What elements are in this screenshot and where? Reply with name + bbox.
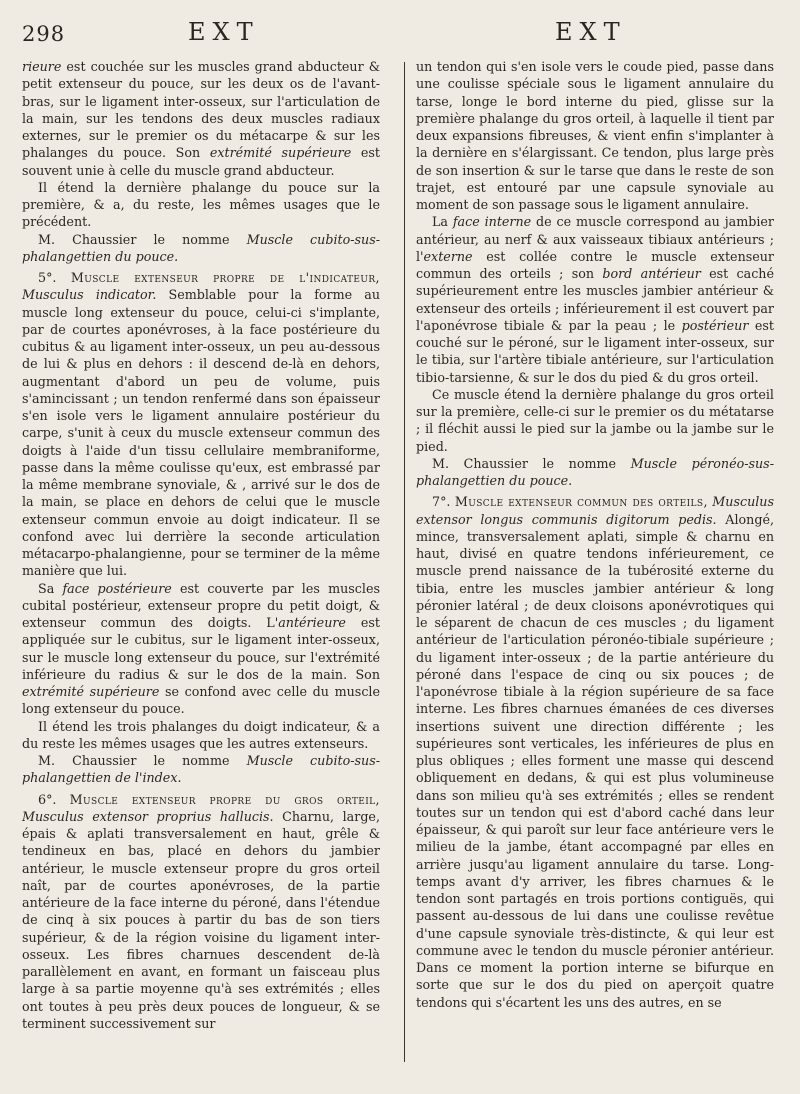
paragraph: La face interne de ce muscle correspond au jambier antérieur, au nerf & aux vaisseaux tibiaux antérieurs ; l'externe est collée contre le muscle extenseur commun des orteils ; son bord antérieur est caché supérieurement entre les muscles jambier antérieur & extenseur des orteils ; inférieurement il est couvert par l'aponévrose tibiale & par la peau ; le postérieur est couché sur le péroné, sur le ligament inter-osseux, sur le tibia, sur l'artère tibiale antérieure, sur l'articulation tibio-tarsienne, & sur le dos du pied & du gros orteil. bbox=[416, 214, 774, 385]
paragraph: Ce muscle étend la dernière phalange du gros orteil sur la première, celle-ci sur le premier os du métatarse ; il fléchit aussi le pied sur la jambe ou la jambe sur le pied. bbox=[416, 386, 774, 454]
right-column bbox=[416, 58, 774, 1011]
page-header bbox=[0, 14, 800, 54]
section-extensor-indicis: 5°. Muscle extenseur propre de l'indicateur, Musculus indicator. Semblable pour la forme au muscle long extenseur du pouce, celui-ci s'implante, par de courtes aponévroses, à la face postérieure du cubitus & au ligament inter-osseux, un peu au-dessous de lui & plus en dehors : il descend de-là en dehors, augmentant d'abord un peu de volume, puis s'amincissant ; un tendon renfermé dans son épaisseur s'en isole vers le ligament annulaire postérieur du carpe, s'unit à ceux du muscle extenseur commun des doigts à l'aide d'un tissu cellulaire membraniforme, passe dans la même coulisse qu'eux, est embrassé par la même membrane synoviale, & , arrivé sur le dos de la main, se place en dehors de celui que le muscle extenseur commun envoie au doigt indicateur. Il se confond avec lui derrière la seconde articulation métacarpo-phalangienne, pour se terminer de la même manière que lui. bbox=[22, 270, 381, 579]
running-head-right: EXT bbox=[555, 18, 627, 46]
paragraph: M. Chaussier le nomme Muscle péronéo-sus-phalangettien du pouce. bbox=[416, 455, 774, 488]
paragraph: Il étend la dernière phalange du pouce sur la première, & a, du reste, les mêmes usages que le précédent. bbox=[22, 179, 380, 230]
section-heading: Muscle extenseur propre de l'indicateur, bbox=[70, 270, 380, 285]
section-extensor-hallucis: 6°. Muscle extenseur propre du gros orteil, Musculus extensor proprius hallucis. Charnu, large, épais & aplati transversalement en haut, grêle & tendineux en bas, placé en dehors du jambier antérieur, le muscle extenseur propre du gros orteil naît, par de courtes aponévroses, de la partie antérieure de la face interne du péroné, dans l'étendue de cinq à six pouces à partir du bas de son tiers supérieur, & de la région voisine du ligament inter-osseux. Les fibres charnues descendent de-là parallèlement en avant, en formant un faisceau plus large à sa partie moyenne qu'à ses extrémités ; elles ont toutes à peu près deux pouces de longueur, & se terminent successivement sur bbox=[22, 791, 380, 1031]
left-column bbox=[22, 58, 380, 1032]
paragraph: un tendon qui s'en isole vers le coude pied, passe dans une coulisse spéciale sous le ligament annulaire du tarse, longe le bord interne du pied, glisse sur la première phalange du gros orteil, à laquelle il tient par deux expansions fibreuses, & vient enfin s'implanter à la dernière en s'élargissant. Ce tendon, plus large près de son insertion & sur le tarse que dans le reste de son trajet, est entouré par une capsule synoviale au moment de son passage sous le ligament annulaire. bbox=[416, 59, 774, 212]
section-extensor-digitorum: 7°. Muscle extenseur commun des orteils, Musculus extensor longus communis digitorum pedis. Alongé, mince, transversalement aplati, simple & charnu en haut, divisé en quatre tendons inférieurement, ce muscle prend naissance de la tubérosité externe du tibia, entre les muscles jambier antérieur & long péronier latéral ; de deux cloisons aponévrotiques qui le séparent de chacun de ces muscles ; du ligament antérieur de l'articulation péronéo-tibiale supérieure ; du ligament inter-osseux ; de la partie antérieure du péroné dans l'espace de cinq ou six pouces ; de l'aponévrose tibiale à la région supérieure de sa face interne. Les fibres charnues émanées de ces diverses insertions suivent une direction différente ; les supérieures sont verticales, les inférieures de plus en plus obliques ; elles forment une masse qui descend obliquement en dedans, & qui est plus volumineuse dans son milieu qu'à ses extrémités ; elles se rendent toutes sur un tendon qui est d'abord caché dans leur épaisseur, & qui paroît sur leur face antérieure vers le milieu de la jambe, étant accompagné par elles en arrière jusqu'au ligament annulaire du tarse. Long-temps avant d'y arriver, les fibres charnues & le tendon sont partagés en trois portions contiguës, qui passent au-dessous de lui dans une coulisse revêtue d'une capsule synoviale très-distincte, & qui leur est commune avec le tendon du muscle péronier antérieur. Dans ce moment la portion interne se bifurque en sorte que sur le dos du pied on aperçoit quatre tendons qui s'écartent les uns des autres, en se bbox=[416, 494, 774, 1010]
paragraph: Il étend les trois phalanges du doigt indicateur, & a du reste les mêmes usages que les autres extenseurs. bbox=[22, 718, 380, 751]
section-heading: Muscle extenseur propre du gros orteil, bbox=[69, 791, 380, 807]
paragraph: rieure est couchée sur les muscles grand abducteur & petit extenseur du pouce, sur les deux os de l'avant-bras, sur le ligament inter-osseux, sur l'articulation de la main, sur les tendons des deux muscles radiaux externes, sur le premier os du métacarpe & sur les phalanges du pouce. Son extrémité supérieure est souvent unie à celle du muscle grand abducteur. bbox=[22, 59, 380, 178]
paragraph: M. Chaussier le nomme Muscle cubito-sus-phalangettien de l'index. bbox=[22, 753, 381, 786]
section-heading: Muscle extenseur commun des orteils, bbox=[454, 494, 708, 510]
column-divider bbox=[404, 62, 405, 1062]
page-number: 298 bbox=[22, 22, 66, 46]
paragraph: Sa face postérieure est couverte par les muscles cubital postérieur, extenseur propre du petit doigt, & extenseur commun des doigts. L'antérieure est appliquée sur le cubitus, sur le ligament inter-osseux, sur le muscle long extenseur du pouce, sur l'extrémité inférieure du radius & sur le dos de la main. Son extrémité supérieure se confond avec celle du muscle long extenseur du pouce. bbox=[22, 580, 380, 717]
paragraph: M. Chaussier le nomme Muscle cubito-sus-phalangettien du pouce. bbox=[22, 231, 381, 264]
running-head-left: EXT bbox=[188, 18, 260, 46]
